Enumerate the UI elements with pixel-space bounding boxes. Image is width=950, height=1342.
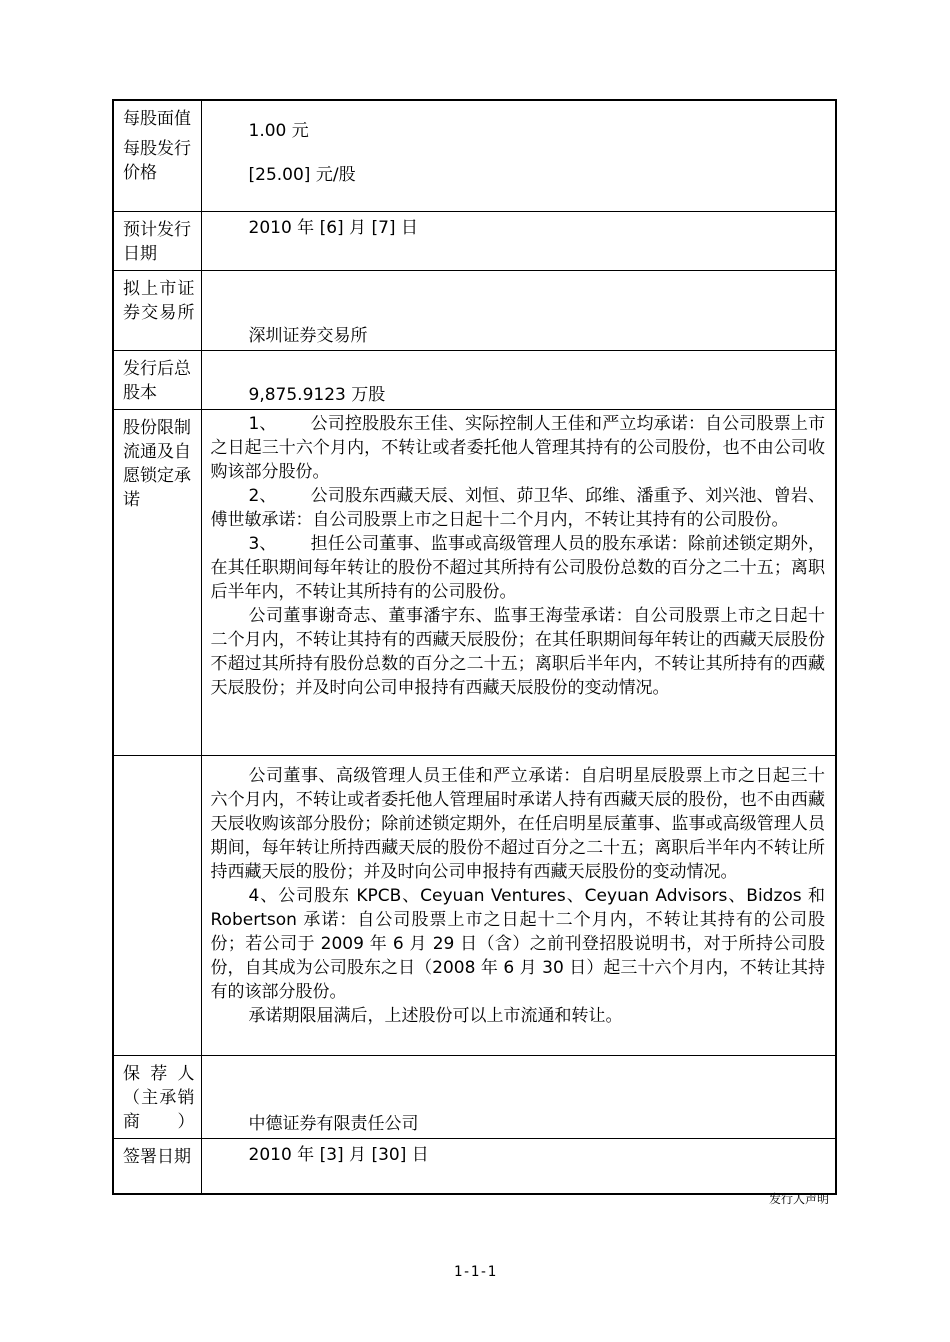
total-shares-label: 发行后总股本 (113, 350, 201, 409)
lockup-cont-para-1: 公司董事、高级管理人员王佳和严立承诺：自启明星辰股票上市之日起三十六个月内，不转让或者委托他人管理届时承诺人持有西藏天辰的股份，也不由西藏天辰收购该部分股份；除前述锁定期外，在任启明星辰董事、监事或高级管理人员期间，每年转让所持西藏天辰的股份不超过百分之二十五；离职后半年内不转让所持西藏天辰的股份；并及时向公司申报持有西藏天辰股份的变动情况。 (210, 765, 825, 882)
lockup-cont-para-2: 4、公司股东 KPCB、Ceyuan Ventures、Ceyuan Advisors、Bidzos 和 Robertson 承诺：自公司股票上市之日起十二个月内，不转让其持有的公司股份；若公司于 2009 年 6 月 29 日（含）之前刊登招股说明书，对于所持公司股份，自其成为公司股东之日（2008 年 6 月 30 日）起三十六个月内，不转让其持有的该部分股份。 (210, 885, 825, 1002)
total-shares: 9,875.9123 万股 (248, 384, 386, 405)
row-lockup-continued (113, 755, 836, 1055)
issue-price: [25.00] 元/股 (248, 165, 356, 185)
row-sign-date (113, 1138, 836, 1194)
issue-date-label: 预计发行日期 (113, 211, 201, 270)
issue-date: 2010 年 [6] 月 [7] 日 (248, 217, 418, 238)
label-cell (113, 100, 201, 211)
lockup-label: 股份限制流通及自愿锁定承诺 (113, 409, 201, 755)
row-issue-date (113, 211, 836, 270)
sign-date: 2010 年 [3] 月 [30] 日 (248, 1144, 429, 1165)
prospectus-summary-table (112, 99, 837, 1195)
row-par-value-and-price (113, 100, 836, 211)
row-lockup (113, 409, 836, 755)
issue-price-label: 每股发行价格 (123, 139, 191, 183)
lockup-cont-label (113, 755, 201, 1055)
page-number: 1-1-1 (453, 1264, 497, 1280)
exchange-label: 拟上市证券交易所 (113, 270, 201, 350)
issuer-statement-note: 发行人声明 (768, 1192, 829, 1206)
par-value-label: 每股面值 (123, 109, 191, 129)
lockup-item-3: 3、 担任公司董事、监事或高级管理人员的股东承诺：除前述锁定期外，在其任职期间每年转让的股份不超过其所持有公司股份总数的百分之二十五；离职后半年内，不转让其所持有的公司股份。 (210, 533, 825, 602)
row-total-shares (113, 350, 836, 409)
lockup-cont-para-3: 承诺期限届满后，上述股份可以上市流通和转让。 (248, 1005, 623, 1026)
lockup-item-1: 1、 公司控股股东王佳、实际控制人王佳和严立均承诺：自公司股票上市之日起三十六个月内，不转让或者委托他人管理其持有的公司股份，也不由公司收购该部分股份。 (210, 413, 825, 482)
lockup-item-2: 2、 公司股东西藏天辰、刘恒、茆卫华、邱维、潘重予、刘兴池、曾岩、傅世敏承诺：自公司股票上市之日起十二个月内，不转让其持有的公司股份。 (210, 485, 825, 530)
row-exchange (113, 270, 836, 350)
lockup-para-4: 公司董事谢奇志、董事潘宇东、监事王海莹承诺：自公司股票上市之日起十二个月内，不转让其持有的西藏天辰股份；在其任职期间每年转让的西藏天辰股份不超过其所持有股份总数的百分之二十五；离职后半年内，不转让其所持有的西藏天辰股份；并及时向公司申报持有西藏天辰股份的变动情况。 (210, 605, 825, 698)
sponsor: 中德证券有限责任公司 (248, 1113, 419, 1134)
sponsor-label: 保荐人（主承销商） (113, 1055, 201, 1138)
exchange: 深圳证券交易所 (248, 325, 368, 346)
sign-date-label: 签署日期 (113, 1138, 201, 1194)
par-value: 1.00 元 (248, 121, 309, 141)
row-sponsor (113, 1055, 836, 1138)
